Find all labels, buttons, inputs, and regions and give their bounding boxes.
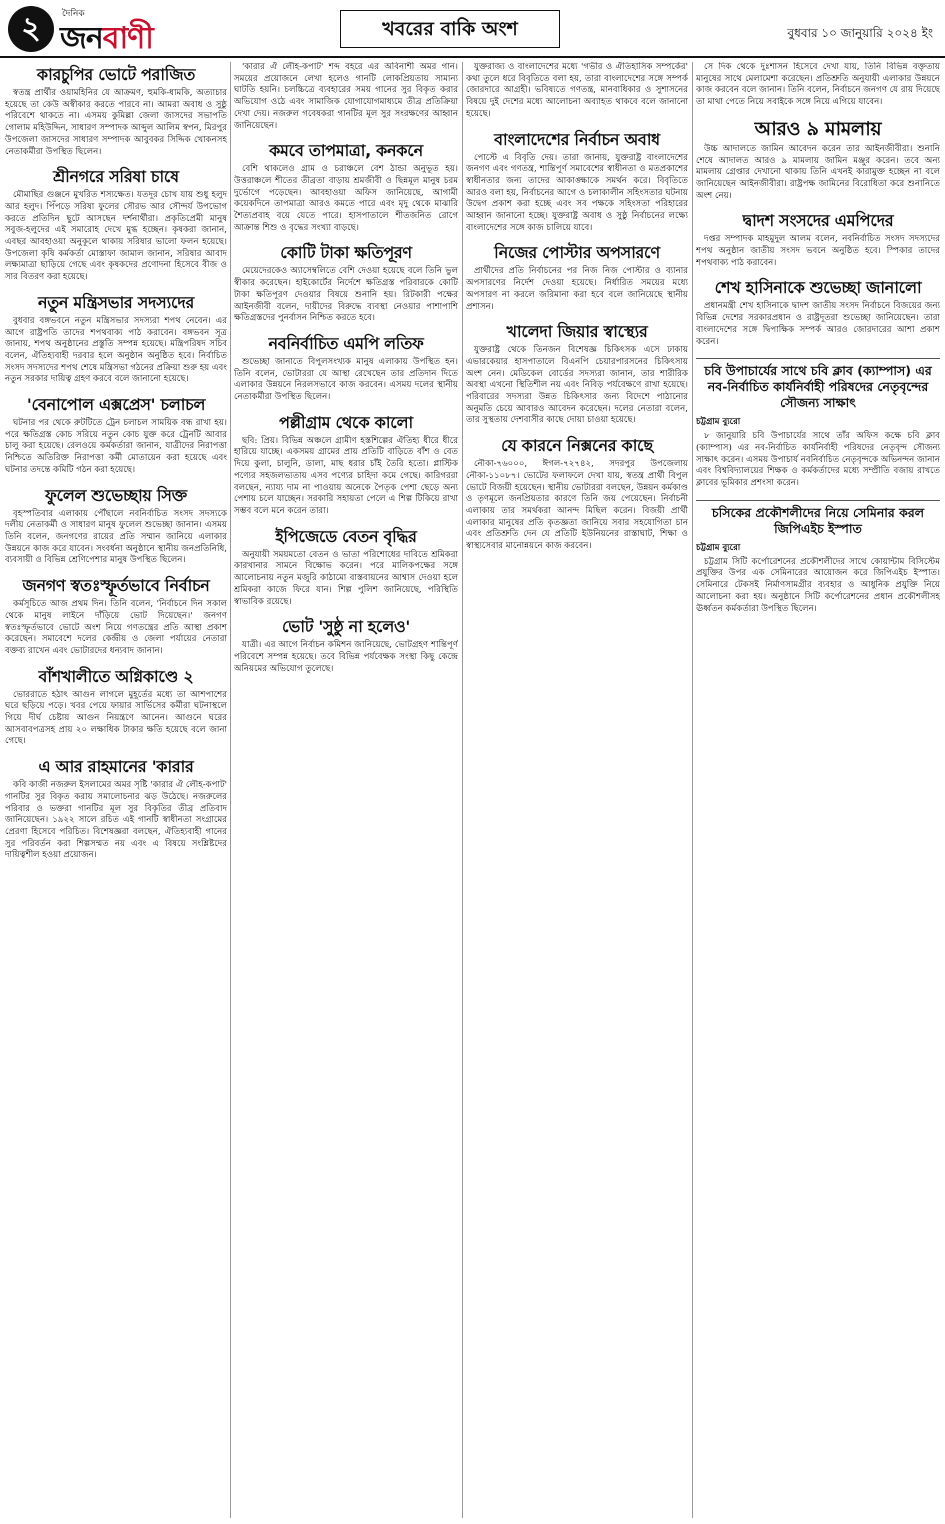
- news-story: [234, 410, 458, 518]
- news-story: [5, 164, 227, 284]
- news-story: [234, 240, 458, 325]
- story-body: ৮ জানুয়ারি চবি উপাচার্যের সাথে তাঁর অফিস কক্ষে চবি ক্লাব (ক্যাম্পাস) এর নব-নির্বাচিত কার্যনির্বাহী পরিষদের নেতৃবৃন্দ সৌজন্য সাক্ষাৎ করেন। এসময় উপাচার্য নবনির্বাচিত নেতৃবৃন্দকে অভিনন্দন জানান এবং বিশ্ববিদ্যালয়ের শিক্ষক ও কর্মকর্তাদের মধ্যে সম্প্রীতি বজায় রাখতে ক্লাবের ভূমিকার প্রশংসা করেন।: [696, 431, 940, 489]
- news-story: [466, 127, 688, 235]
- story-headline[interactable]: ইপিজেডে বেতন বৃদ্ধির: [275, 526, 417, 546]
- news-story: [466, 319, 688, 427]
- story-body: শুভেচ্ছা জানাতে বিপুলসংখ্যক মানুষ এলাকায় উপস্থিত হন। তিনি বলেন, ভোটাররা যে আস্থা রেখেছেন তার প্রতিদান দিতে এলাকার উন্নয়নে নিরলসভাবে কাজ করবেন। এসময় দলের স্থানীয় নেতাকর্মীরা উপস্থিত ছিলেন।: [234, 356, 458, 403]
- story-body: ঘটনার পর থেকে রুটটিতে ট্রেন চলাচল সাময়িক বন্ধ রাখা হয়। পরে ক্ষতিগ্রস্ত কোচ সরিয়ে নতুন কোচ যুক্ত করে ট্রেনটি আবার চালু করা হয়েছে। রেলওয়ে কর্মকর্তারা জানান, যাত্রীদের নিরাপত্তা নিশ্চিতে অতিরিক্ত নিরাপত্তা কর্মী মোতায়েন করা হয়েছে এবং ঘটনার তদন্তে কমিটি গঠন করা হয়েছে।: [5, 418, 227, 475]
- story-headline[interactable]: কোটি টাকা ক্ষতিপূরণ: [280, 243, 412, 263]
- news-story: [5, 290, 227, 386]
- story-headline[interactable]: যে কারনে নিক্সনের কাছে: [501, 436, 653, 456]
- story-headline[interactable]: চসিকের প্রকৌশলীদের নিয়ে সেমিনার করল জিপিএইচ ইস্পাত: [711, 504, 925, 536]
- story-headline[interactable]: 'বেনাপোল এক্সপ্রেস' চলাচল: [26, 395, 206, 415]
- story-headline[interactable]: পল্লীগ্রাম থেকে কালো: [279, 412, 413, 432]
- story-body: 'কারার ঐ লৌহ-কপাট' শব্দ বহরে এর অবিনাশী অমর গান। সময়ের প্রয়োজনে লেখা হলেও গানটি লোকপ্রিয়তায় সামান্য ঘাটতি হয়নি। চলচ্চিত্রে ব্যবহারের সময় গানের সুর বিকৃত করার অভিযোগ ওঠে এবং সামাজিক যোগাযোগমাধ্যমে তীব্র প্রতিক্রিয়া দেখা দেয়। নজরুল গবেষকরা গানটির মূল সুর সংরক্ষণের আহ্বান জানিয়েছেন।: [234, 62, 458, 131]
- story-divider: [696, 358, 940, 359]
- news-story: [466, 240, 688, 313]
- news-story: [696, 62, 940, 109]
- story-headline[interactable]: ভোট 'সুষ্ঠু না হলেও': [281, 617, 411, 637]
- story-body: যুক্তরাজ্য ও বাংলাদেশের মধ্যে 'গভীর ও ঐতিহাসিক সম্পর্কের' কথা তুলে ধরে বিবৃতিতে বলা হয়, তারা বাংলাদেশের সঙ্গে সম্পর্ক জোরদারে আগ্রহী। ভবিষ্যতে গণতন্ত্র, মানবাধিকার ও সুশাসনের বিষয়ে দুই দেশের মধ্যে আলোচনা অব্যাহত থাকবে বলে জানানো হয়েছে।: [466, 62, 688, 119]
- story-headline[interactable]: শ্রীনগরে সরিষা চাষে: [53, 167, 179, 187]
- story-headline[interactable]: আরও ৯ মামলায়: [754, 117, 882, 140]
- story-body: ছবি: প্রিয়। বিভিন্ন অঞ্চলে গ্রামীণ হস্তশিল্পের ঐতিহ্য ধীরে ধীরে হারিয়ে যাচ্ছে। একসময় গ্রামের প্রায় প্রতিটি বাড়িতে বাঁশ ও বেত দিয়ে কুলা, চালুনি, ডালা, মাছ ধরার চাঁই তৈরি হতো। প্লাস্টিক পণ্যের সহজলভ্যতায় এসব পণ্যের চাহিদা কমে গেছে। কারিগররা বলছেন, ন্যায্য দাম না পাওয়ায় অনেকে পৈতৃক পেশা ছেড়ে অন্য পেশায় চলে যাচ্ছেন। সরকারি সহায়তা পেলে এ শিল্প টিকিয়ে রাখা সম্ভব বলে মনে করেন তারা।: [234, 435, 458, 516]
- story-headline[interactable]: বাংলাদেশের নির্বাচন অবাধ: [494, 129, 660, 149]
- story-headline[interactable]: জনগণ স্বতঃস্ফূর্তভাবে নির্বাচন: [22, 576, 210, 596]
- story-body: চট্টগ্রাম সিটি কর্পোরেশনের প্রকৌশলীদের সাথে কোয়ান্টাম বিসিস্টেম প্রযুক্তির উপর এক সেমিনারের আয়োজন করে জিপিএইচ ইস্পাত। সেমিনারে টেকসই নির্মাণসামগ্রীর ব্যবহার ও আধুনিক প্রযুক্তি নিয়ে আলোচনা করা হয়। অনুষ্ঠানে সিটি কর্পোরেশনের প্রধান প্রকৌশলীসহ ঊর্ধ্বতন কর্মকর্তারা উপস্থিত ছিলেন।: [696, 556, 940, 614]
- story-headline[interactable]: শেখ হাসিনাকে শুভেচ্ছা জানালো: [714, 278, 922, 298]
- story-divider: [696, 500, 940, 501]
- story-body: কর্মসূচিতে আজ প্রথম দিন। তিনি বলেন, 'নির্বাচনে দিন সকাল থেকে মানুষ লাইনে দাঁড়িয়ে ভোট দিয়েছেন।' জনগণ স্বতঃস্ফূর্তভাবে ভোটে অংশ নিয়ে গণতন্ত্রের প্রতি আস্থা প্রকাশ করেছেন। সমাবেশে দলের কেন্দ্রীয় ও জেলা পর্যায়ের নেতারা বক্তব্য রাখেন এবং ভোটারদের ধন্যবাদ জানান।: [5, 599, 227, 656]
- story-body: দপ্তর সম্পাদক মাহমুদুল আলম বলেন, নবনির্বাচিত সংসদ সদস্যদের শপথ অনুষ্ঠান জাতীয় সংসদ ভবনে অনুষ্ঠিত হবে। স্পিকার তাদের শপথবাক্য পাঠ করাবেন।: [696, 234, 940, 268]
- story-body: ভোররাতে হঠাৎ আগুন লাগলে মুহূর্তের মধ্যে তা আশপাশের ঘরে ছড়িয়ে পড়ে। খবর পেয়ে ফায়ার সার্ভিসের কর্মীরা ঘটনাস্থলে গিয়ে দীর্ঘ চেষ্টায় আগুন নিয়ন্ত্রণে আনেন। আগুনে ঘরের আসবাবপত্রসহ প্রায় ২০ লক্ষাধিক টাকার ক্ষতি হয়েছে বলে জানা গেছে।: [5, 689, 227, 747]
- newspaper-logo[interactable]: [60, 14, 153, 65]
- news-story: [234, 138, 458, 234]
- news-story: [234, 524, 458, 609]
- news-story: [234, 614, 458, 675]
- story-headline[interactable]: নতুন মন্ত্রিসভার সদস্যদের: [37, 292, 195, 312]
- column-divider: [692, 62, 693, 1518]
- story-headline[interactable]: চবি উপাচার্যের সাথে চবি ক্লাব (ক্যাম্পাস) এর নব-নির্বাচিত কার্যনির্বাহী পরিষদের নেতৃবৃন্দের সৌজন্য সাক্ষাৎ: [704, 363, 932, 411]
- news-story: [5, 754, 227, 862]
- news-story: [5, 62, 227, 158]
- news-story: [5, 483, 227, 568]
- news-story: [696, 354, 940, 490]
- story-body: কবি কাজী নজরুল ইসলামের অমর সৃষ্টি 'কারার ঐ লৌহ-কপাট' গানটির সুর বিকৃত করায় সমালোচনার ঝড় উঠেছে। নজরুলের পরিবার ও ভক্তরা গানটির মূল সুর বিকৃতির তীব্র প্রতিবাদ জানিয়েছেন। ১৯২২ সালে রচিত এই গানটি স্বাধীনতা সংগ্রামের প্রেরণা হিসেবে পরিচিত। বিশেষজ্ঞরা বলছেন, ঐতিহ্যবাহী গানের সুর পরিবর্তন করা শিল্পসম্মত নয় এবং এ বিষয়ে সংশ্লিষ্টদের দায়িত্বশীল হওয়া প্রয়োজন।: [5, 780, 227, 861]
- news-story: [5, 392, 227, 477]
- story-body: অনুযায়ী সময়মতো বেতন ও ভাতা পরিশোধের দাবিতে শ্রমিকরা কারখানার সামনে বিক্ষোভ করেন। পরে মালিকপক্ষের সঙ্গে আলোচনায় নতুন মজুরি কাঠামো বাস্তবায়নের আশ্বাস দেওয়া হলে শ্রমিকরা কাজে ফিরে যান। শিল্প পুলিশ জানিয়েছে, পরিস্থিতি স্বাভাবিক রয়েছে।: [234, 549, 458, 607]
- story-headline[interactable]: কারচুপির ভোটে পরাজিত: [36, 65, 196, 84]
- story-headline[interactable]: এ আর রাহমানের 'কারার: [38, 757, 194, 777]
- news-story: [234, 62, 458, 132]
- story-body: মেয়েদেরকেও অ্যাসেম্বলিতে বেশি দেওয়া হয়েছে বলে তিনি ভুল স্বীকার করেছেন। হাইকোর্টের নির্দেশে ক্ষতিগ্রস্ত পরিবারকে কোটি টাকা ক্ষতিপূরণ দেওয়ার বিষয়ে শুনানি হয়। রিটকারী পক্ষের আইনজীবী বলেন, দায়ীদের বিরুদ্ধে ব্যবস্থা নেওয়ার পাশাপাশি ক্ষতিগ্রস্তদের পুনর্বাসন নিশ্চিত করতে হবে।: [234, 266, 458, 324]
- story-byline: চট্টগ্রাম ব্যুরো: [696, 417, 741, 428]
- story-body: বৃহস্পতিবার এলাকায় পৌঁছালে নবনির্বাচিত সংসদ সদস্যকে দলীয় নেতাকর্মী ও সাধারণ মানুষ ফুলেল শুভেচ্ছা জানান। এসময় তিনি বলেন, জনগণের রায়ের প্রতি সম্মান জানিয়ে এলাকার উন্নয়নে কাজ করে যাবেন। সংবর্ধনা অনুষ্ঠানে স্থানীয় জনপ্রতিনিধি, ব্যবসায়ী ও বিভিন্ন শ্রেণিপেশার মানুষ উপস্থিত ছিলেন।: [5, 508, 227, 566]
- story-body: সে দিক থেকে দুঃশাসন হিসেবে দেখা যায়, তিনি বিভিন্ন বক্তৃতায় মানুষের সাথে মেলামেশা করেছেন। প্রতিশ্রুতি অনুযায়ী এলাকার উন্নয়নে কাজ করবেন বলে জানান। তিনি বলেন, নির্বাচনে জনগণ যে রায় দিয়েছে তা মাথা পেতে নিয়ে সবাইকে সঙ্গে নিয়ে এগিয়ে যাবেন।: [696, 62, 940, 108]
- logo-part-b: বাণী: [102, 21, 153, 56]
- logo-prefix: দৈনিক: [62, 9, 85, 19]
- news-story: [466, 433, 688, 553]
- news-story: [696, 115, 940, 203]
- story-headline[interactable]: খালেদা জিয়ার স্বাস্থ্যের: [506, 322, 648, 342]
- story-headline[interactable]: বাঁশখালীতে অগ্নিকাণ্ডে ২: [38, 666, 194, 686]
- story-body: পোস্টে এ বিবৃতি দেয়। তারা জানায়, যুক্তরাষ্ট্র বাংলাদেশের জনগণ এবং গণতন্ত্র, শান্তিপূর্ণ সমাবেশের স্বাধীনতা ও মতপ্রকাশের স্বাধীনতার জন্য তাদের আকাঙ্ক্ষাকে সমর্থন করে। বিবৃতিতে আরও বলা হয়, নির্বাচনের আগে ও চলাকালীন সহিংসতার ঘটনায় উদ্বেগ প্রকাশ করা হচ্ছে এবং সব পক্ষকে সহিংসতা পরিহারের আহ্বান জানানো হচ্ছে। যুক্তরাষ্ট্র অবাধ ও সুষ্ঠু নির্বাচনের লক্ষ্যে বাংলাদেশের সঙ্গে কাজ চালিয়ে যাবে।: [466, 152, 688, 233]
- column-divider: [230, 62, 231, 1518]
- story-body: যাত্রী। এর আগে নির্বাচন কমিশন জানিয়েছে, ভোটগ্রহণ শান্তিপূর্ণ পরিবেশে সম্পন্ন হয়েছে। তবে বিভিন্ন পর্যবেক্ষক সংস্থা কিছু কেন্দ্রে অনিয়মের অভিযোগ তুলেছে।: [234, 640, 458, 674]
- masthead: [0, 0, 945, 58]
- story-body: প্রার্থীদের প্রতি নির্বাচনের পর নিজ নিজ পোস্টার ও ব্যানার অপসারণের নির্দেশ দেওয়া হয়েছে। নির্ধারিত সময়ের মধ্যে অপসারণ না করলে জরিমানা করা হবে বলে জানিয়েছে স্থানীয় প্রশাসন।: [466, 266, 688, 312]
- story-body: উচ্চ আদালতে জামিন আবেদন করেন তার আইনজীবীরা। শুনানি শেষে আদালত আরও ৯ মামলায় জামিন মঞ্জুর করেন। তবে অন্য মামলায় গ্রেপ্তার দেখানো থাকায় তিনি এখনই কারামুক্ত হচ্ছেন না বলে জানিয়েছেন আইনজীবীরা। রাষ্ট্রপক্ষ জামিনের বিরোধিতা করে শুনানিতে অংশ নেয়।: [696, 143, 940, 201]
- story-headline[interactable]: নিজের পোস্টার অপসারণে: [494, 243, 660, 263]
- story-body: মৌমাছির গুঞ্জনে মুখরিত শস্যক্ষেত। যতদূর চোখ যায় শুধু হলুদ আর হলুদ। পিঁপড়ে সরিষা ফুলের সৌরভ আর সৌন্দর্য উপভোগ করতে প্রতিদিন ছুটে আসছেন দর্শনার্থীরা। প্রকৃতিপ্রেমী মানুষ সবুজ-হলুদের এই সমারোহ দেখে মুগ্ধ হচ্ছেন। কৃষকরা জানান, এবছর আবহাওয়া অনুকূলে থাকায় সরিষার ভালো ফলন হয়েছে। উপজেলা কৃষি কর্মকর্তা মোস্তাফা জামাল জানান, সরিষার আবাদ লক্ষ্যমাত্রা ছাড়িয়ে গেছে এবং কৃষকদের প্রণোদনা হিসেবে বীজ ও সার বিতরণ করা হয়েছে।: [5, 190, 227, 283]
- story-body: নৌকা-৭৬০০০, ঈগল-৭২৭৪২, সদরপুর উপজেলায় নৌকা-১১০৮৭। ভোটের ফলাফলে দেখা যায়, স্বতন্ত্র প্রার্থী বিপুল ভোটে বিজয়ী হয়েছেন। স্থানীয় ভোটাররা বলছেন, উন্নয়ন কর্মকাণ্ড ও তৃণমূলে জনপ্রিয়তার কারণে তিনি জয় পেয়েছেন। নির্বাচনী এলাকায় তার সমর্থকরা আনন্দ মিছিল করেন। বিজয়ী প্রার্থী এলাকার মানুষের প্রতি কৃতজ্ঞতা জানিয়ে সবার সহযোগিতা চান এবং প্রতিশ্রুতি দেন যে প্রতিটি ইউনিয়নের রাস্তাঘাট, শিক্ষা ও স্বাস্থ্যসেবার মানোন্নয়নে কাজ করবেন।: [466, 459, 688, 552]
- story-body: বেশি থাকলেও গ্রাম ও চরাঞ্চলে বেশ ঠান্ডা অনুভূত হয়। উত্তরাঞ্চলে শীতের তীব্রতা বাড়ায় শ্রমজীবী ও ছিন্নমূল মানুষ চরম দুর্ভোগে পড়েছেন। আবহাওয়া অফিস জানিয়েছে, আগামী কয়েকদিনে তাপমাত্রা আরও কমতে পারে এবং মৃদু থেকে মাঝারি শৈত্যপ্রবাহ বয়ে যেতে পারে। হাসপাতালে শীতজনিত রোগে আক্রান্ত শিশু ও বৃদ্ধের সংখ্যা বাড়ছে।: [234, 164, 458, 233]
- news-story: [5, 573, 227, 658]
- story-body: যুক্তরাষ্ট্র থেকে তিনজন বিশেষজ্ঞ চিকিৎসক এসে ঢাকায় এভারকেয়ার হাসপাতালে বিএনপি চেয়ারপারসনের চিকিৎসায় অংশ নেন। মেডিকেল বোর্ডের সদস্যরা জানান, তার শারীরিক অবস্থা এখনো স্থিতিশীল নয় এবং নিবিড় পর্যবেক্ষণে রাখা হয়েছে। পরিবারের সদস্যরা উন্নত চিকিৎসার জন্য বিদেশে পাঠানোর অনুমতি চেয়ে আবারও আবেদন করেছেন। দলের নেতারা বলেন, তার সুস্থতায় দেশবাসীর কাছে দোয়া চাওয়া হয়েছে।: [466, 345, 688, 426]
- news-story: [696, 208, 940, 269]
- page-number: ২: [8, 6, 54, 52]
- column-2: [234, 62, 458, 1518]
- story-headline[interactable]: কমবে তাপমাত্রা, কনকনে: [269, 141, 423, 161]
- column-divider: [462, 62, 463, 1518]
- news-story: [234, 331, 458, 404]
- story-headline[interactable]: নবনির্বাচিত এমপি লতিফ: [268, 333, 424, 353]
- column-1: [5, 62, 227, 1518]
- logo-part-a: জন: [60, 21, 103, 56]
- story-body: প্রধানমন্ত্রী শেখ হাসিনাকে দ্বাদশ জাতীয় সংসদ নির্বাচনে বিজয়ের জন্য বিভিন্ন দেশের সরকারপ্রধান ও রাষ্ট্রদূতরা শুভেচ্ছা জানিয়েছেন। তারা বাংলাদেশের সঙ্গে দ্বিপাক্ষিক সম্পর্ক আরও জোরদারের আশা প্রকাশ করেন।: [696, 301, 940, 347]
- story-body: স্বতন্ত্র প্রার্থীর ওয়ামহিনির যে আক্রমণ, হুমকি-ধামকি, অত্যাচার হয়েছে তা কেউ অস্বীকার করতে পারবে না। আমরা অবাধ ও সুষ্ঠু পরিবেশে থাকতে না। এসময় কুমিল্লা জেলা জাসদের সভাপতি গোলাম মহিউদ্দিন, সাধারণ সম্পাদক আব্দুল আলিম স্বপন, মিরপুর উপজেলা জাসদের সাধারণ সম্পাদক আবুবকর সিদ্দিক খোকনসহ নেতাকর্মীরা উপস্থিত ছিলেন।: [5, 88, 227, 157]
- story-headline[interactable]: ফুলেল শুভেচ্ছায় সিক্ত: [45, 485, 187, 505]
- news-story: [696, 496, 940, 616]
- column-3: [466, 62, 688, 1518]
- news-story: [696, 275, 940, 348]
- section-title: খবরের বাকি অংশ: [340, 10, 560, 48]
- column-4: [696, 62, 940, 1518]
- news-story: [466, 62, 688, 121]
- story-headline[interactable]: দ্বাদশ সংসদের এমপিদের: [742, 211, 894, 231]
- story-body: বুধবার বঙ্গভবনে নতুন মন্ত্রিসভার সদস্যরা শপথ নেবেন। এর আগে রাষ্ট্রপতি তাদের শপথবাক্য পাঠ করাবেন। বঙ্গভবন সূত্র জানায়, শপথ অনুষ্ঠানের প্রস্তুতি সম্পন্ন হয়েছে। মন্ত্রিপরিষদ সচিব বলেন, ঐতিহ্যবাহী দরবার হলে অনুষ্ঠান অনুষ্ঠিত হবে। নির্বাচিত সংসদ সদস্যদের শপথ শেষে মন্ত্রিসভা গঠনের প্রক্রিয়া শুরু হয় এবং নতুন সরকার দায়িত্ব গ্রহণ করবে বলে জানানো হয়েছে।: [5, 315, 227, 385]
- news-story: [5, 664, 227, 749]
- story-byline: চট্টগ্রাম ব্যুরো: [696, 542, 741, 553]
- issue-date: বুধবার ১০ জানুয়ারি ২০২৪ ইং: [787, 26, 933, 40]
